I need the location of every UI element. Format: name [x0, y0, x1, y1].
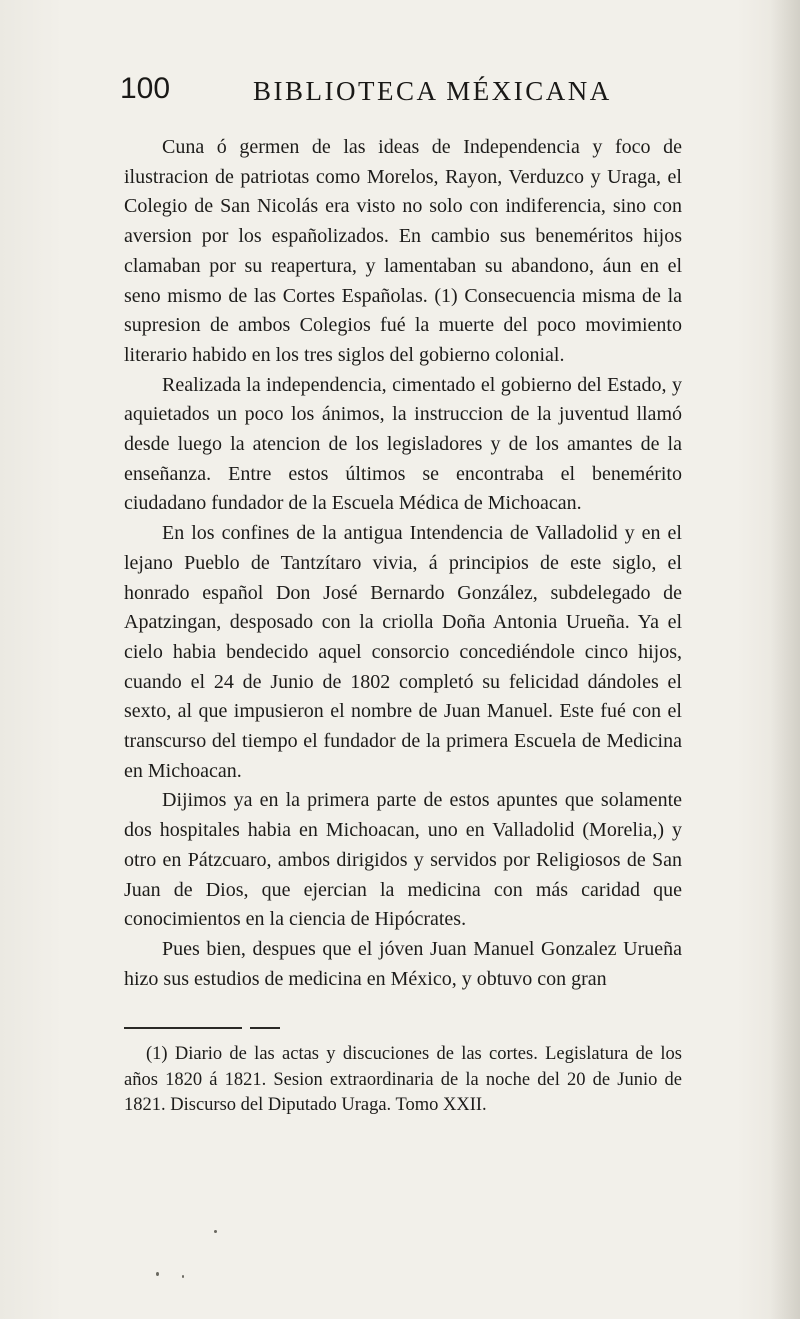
paper-speck: [182, 1275, 184, 1278]
page-number: 100: [120, 72, 171, 105]
page-header: [120, 72, 680, 112]
paragraph: En los confines de la antigua Intendencia de Valladolid y en el lejano Pueblo de Tantzítaro vivia, á principios de este siglo, el honrado español Don José Bernardo González, subdelegado de Apatzingan, desposado con la criolla Doña Antonia Urueña. Ya el cielo habia bendecido aquel consorcio concediéndole cinco hijos, cuando el 24 de Junio de 1802 completó su felicidad dándoles el sexto, al que impusieron el nombre de Juan Manuel. Este fué con el transcurso del tiempo el fundador de la primera Escuela de Medicina en Michoacan.: [124, 522, 682, 782]
running-title: BIBLIOTECA MÉXICANA: [253, 76, 612, 106]
footnote-separator: [124, 1027, 242, 1029]
main-text: [124, 133, 682, 994]
footnote: [124, 1042, 682, 1119]
paper-speck: [156, 1272, 159, 1276]
footnote-text: (1) Diario de las actas y discuciones de las cortes. Legislatura de los años 1820 á 1821. Sesion extraordinaria de la noche del 20 de Junio de 1821. Discurso del Diputado Uraga. Tomo XXII.: [124, 1044, 682, 1115]
footnote-separator-short: [250, 1027, 280, 1029]
paragraph: Cuna ó germen de las ideas de Independencia y foco de ilustracion de patriotas como Morelos, Rayon, Verduzco y Uraga, el Colegio de San Nicolás era visto no solo con indiferencia, sino con aversion por los españolizados. En cambio sus beneméritos hijos clamaban por su reapertura, y lamentaban su abandono, áun en el seno mismo de las Cortes Españolas. (1) Consecuencia misma de la supresion de ambos Colegios fué la muerte del poco movimiento literario habido en los tres siglos del gobierno colonial.: [124, 136, 682, 366]
paragraph: Pues bien, despues que el jóven Juan Manuel Gonzalez Urueña hizo sus estudios de medicina en México, y obtuvo con gran: [124, 937, 682, 990]
paper-speck: [214, 1230, 217, 1233]
paragraph: Dijimos ya en la primera parte de estos apuntes que solamente dos hospitales habia en Michoacan, uno en Valladolid (Morelia,) y otro en Pátzcuaro, ambos dirigidos y servidos por Religiosos de San Juan de Dios, que ejercian la medicina con más caridad que conocimientos en la ciencia de Hipócrates.: [124, 789, 682, 931]
page-edge-shadow: [770, 0, 800, 1319]
paragraph: Realizada la independencia, cimentado el gobierno del Estado, y aquietados un poco los ánimos, la instruccion de la juventud llamó desde luego la atencion de los legisladores y de los amantes de la enseñanza. Entre estos últimos se encontraba el benemérito ciudadano fundador de la Escuela Médica de Michoacan.: [124, 373, 682, 515]
